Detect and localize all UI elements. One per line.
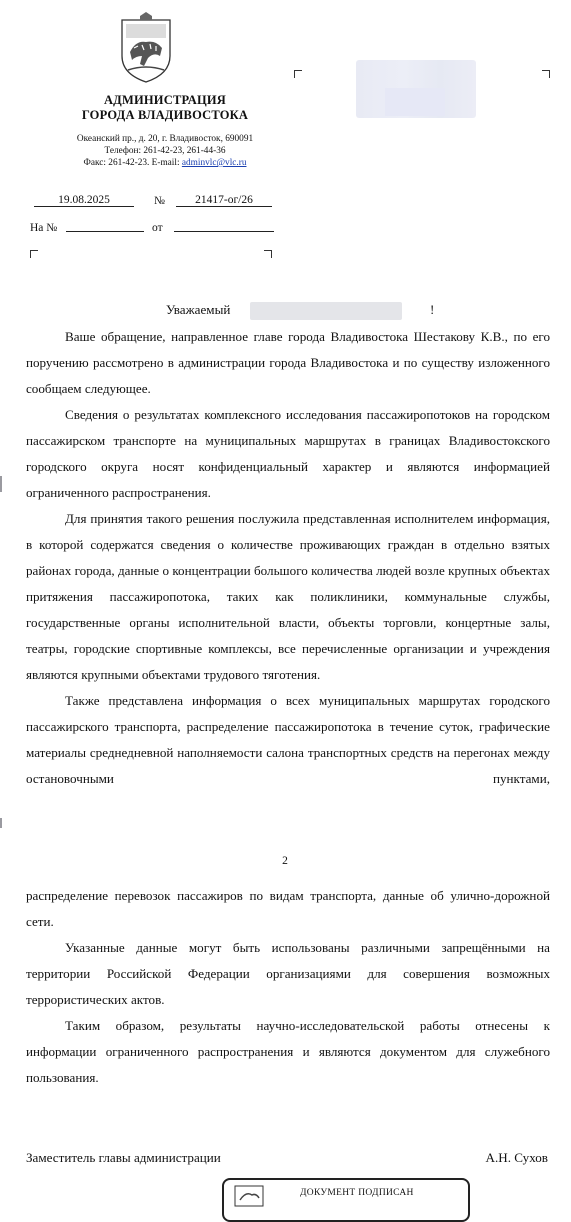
paragraph-6: Указанные данные могут быть использованы различными запрещёнными на территории Российской Федерации организациями для совершения возможных террористических актов. — [26, 940, 550, 1007]
ref-date-blank — [174, 230, 274, 232]
scan-margin-mark — [0, 818, 2, 828]
paragraph-2: Сведения о результатах комплексного исследования пассажиропотоков на городском пассажирском транспорте на муниципальных маршрутах в границах Владивостокского городского округа носят конфиденциальный характер и являются информацией ограниченного распространения. — [26, 407, 550, 500]
scan-margin-mark — [0, 476, 2, 492]
paragraph-3: Для принятия такого решения послужила представленная исполнителем информация, в которой содержатся сведения о количестве проживающих граждан в отдельно взятых районах города, данные о концентрации большого количества людей возле крупных объектах притяжения пассажиропотока, таких как поликлиники, коммунальные службы, государственные органы исполнительной власти, объекты торговли, концертные залы, театры, городские спортивные комплексы, все перечисленные организации и учреждения являются крупными объектами трудового тяготения. — [26, 511, 550, 682]
registration-number: 21417-ог/26 — [176, 194, 272, 207]
stamp-text: ДОКУМЕНТ ПОДПИСАН — [300, 1188, 414, 1198]
registration-line — [30, 193, 280, 207]
redacted-name — [250, 302, 402, 320]
paragraph-4: Также представлена информация о всех муниципальных маршрутах городского пассажирского транспорта, распределение пассажиропотока в течение суток, графические материалы среднедневной наполняемости салона транспортных средств на перегонах между остановочными пунктами, — [26, 693, 550, 786]
reference-line — [30, 218, 280, 234]
phone: Телефон: 261-42-23, 261-44-36 — [104, 146, 226, 156]
addressee-corner-tr — [542, 70, 550, 78]
salutation-end: ! — [430, 302, 435, 317]
fax-email — [30, 157, 300, 169]
subject-corner-tl — [30, 250, 38, 258]
addressee-corner-tl — [294, 70, 302, 78]
paragraph-1: Ваше обращение, направленное главе города Владивостока Шестакову К.В., по его поручению рассмотрено в администрации города Владивостока и по существу изложенного сообщаем следующее. — [26, 329, 550, 396]
address: Океанский пр., д. 20, г. Владивосток, 690091 — [76, 134, 254, 144]
subject-corner-tr — [264, 250, 272, 258]
ref-number-label: На № — [30, 222, 58, 234]
ref-number-blank — [66, 230, 144, 232]
paragraph-5: распределение перевозок пассажиров по видам транспорта, данные об улично-дорожной сети. — [26, 888, 550, 929]
org-name-line2: ГОРОДА ВЛАДИВОСТОКА — [81, 108, 249, 122]
from-label: от — [152, 222, 163, 234]
number-label: № — [154, 195, 165, 207]
org-name-line1: АДМИНИСТРАЦИЯ — [103, 93, 227, 107]
redacted-addressee-detail — [385, 88, 445, 116]
signer-name: А.Н. Сухов — [485, 1150, 548, 1165]
email-link[interactable]: adminvlc@vlc.ru — [181, 158, 247, 168]
registration-date: 19.08.2025 — [34, 194, 134, 207]
letter-body-page1 — [26, 324, 550, 792]
paragraph-7: Таким образом, результаты научно-исследовательской работы отнесены к информации ограниченного распространения и являются документом для служебного пользования. — [26, 1018, 550, 1085]
letter-body-page2 — [26, 883, 550, 1091]
city-coat-of-arms-icon — [118, 12, 174, 86]
signer-position: Заместитель главы администрации — [26, 1150, 221, 1165]
fax-label: Факс: 261-42-23. E-mail: — [83, 158, 182, 168]
salutation: Уважаемый — [166, 302, 231, 317]
stamp-emblem-icon — [234, 1185, 264, 1207]
e-signature-stamp — [222, 1178, 470, 1222]
page-number: 2 — [282, 855, 288, 867]
